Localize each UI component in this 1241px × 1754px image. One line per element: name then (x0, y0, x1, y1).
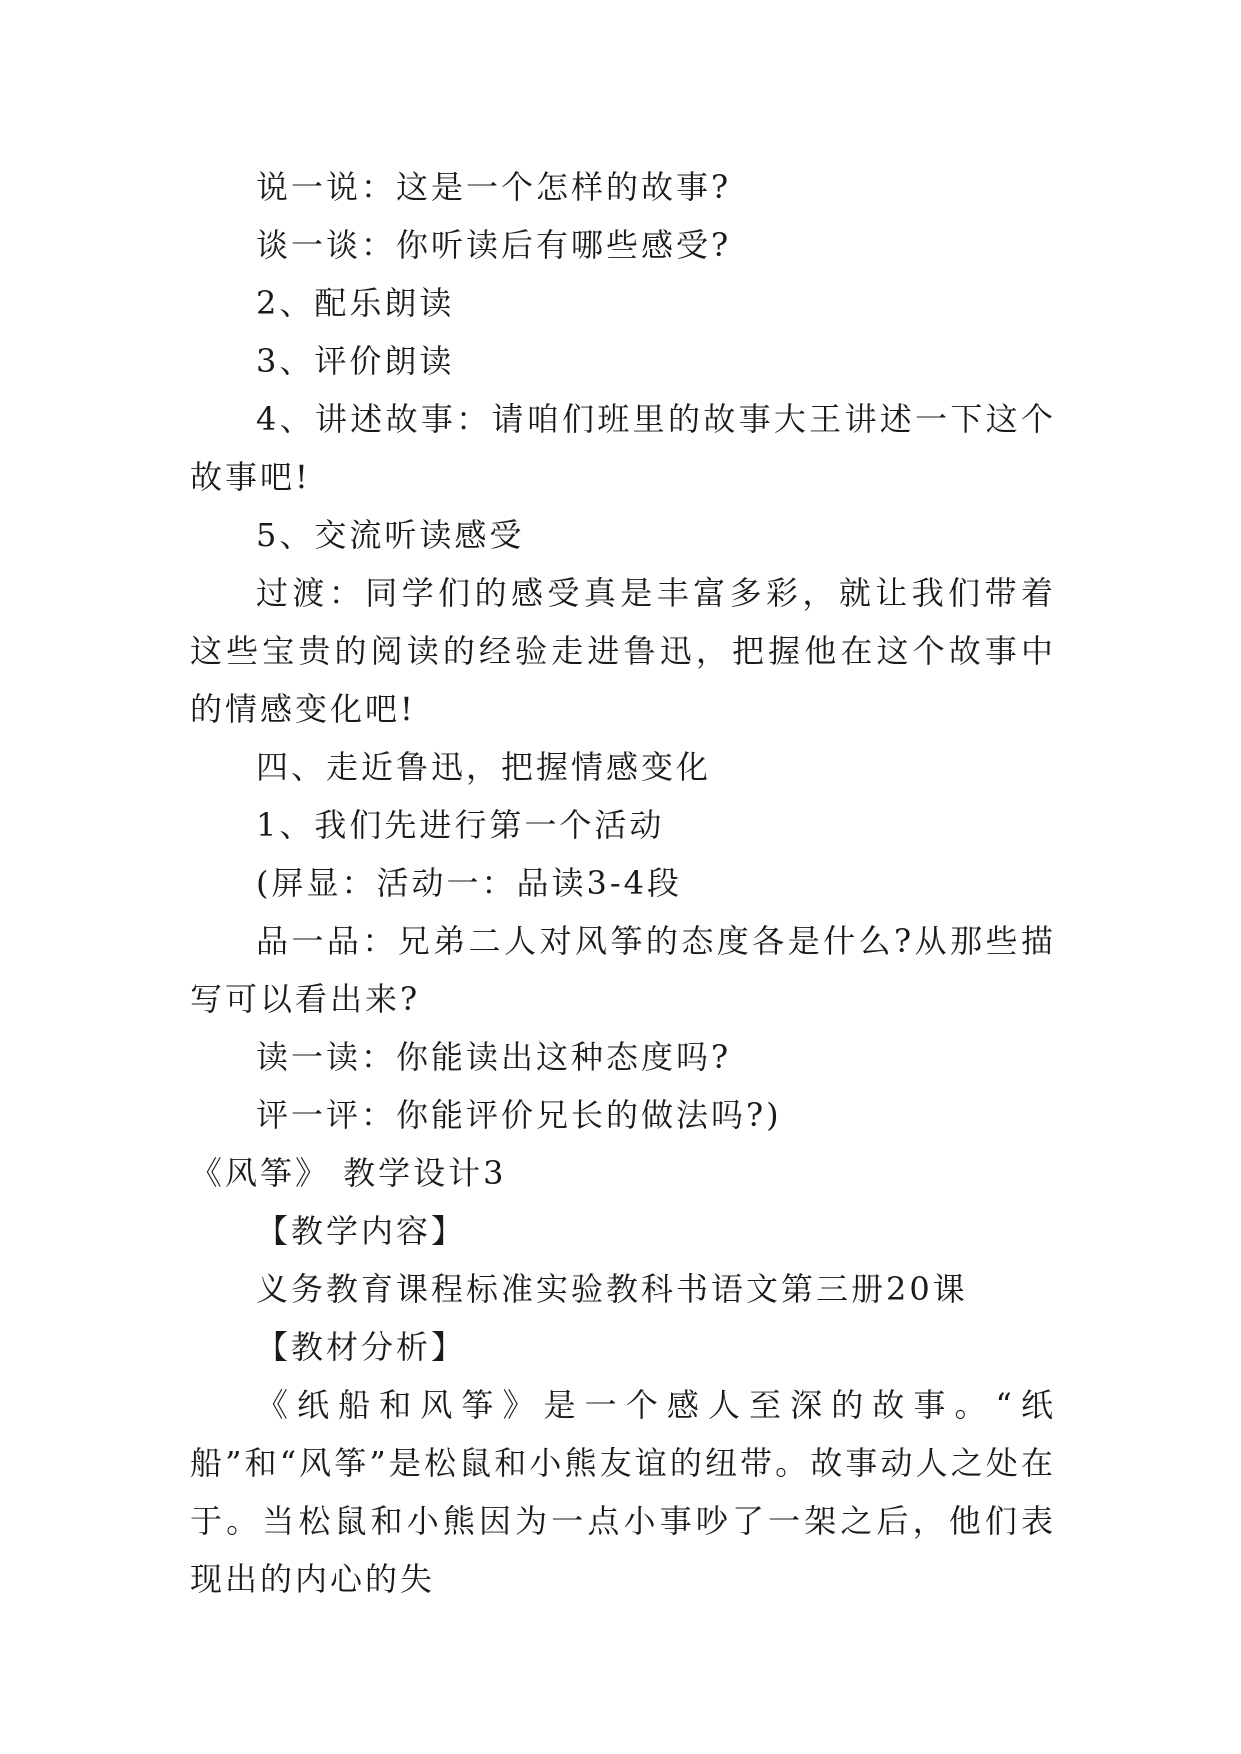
document-body (190, 158, 1056, 1608)
paragraph: 5、交流听读感受 (256, 516, 525, 554)
section-heading: 四、走近鲁迅，把握情感变化 (256, 748, 712, 786)
paragraph: (屏显：活动一：品读3-4段 (256, 864, 683, 902)
paragraph: 评一评：你能评价兄长的做法吗?) (256, 1096, 782, 1134)
paragraph: 《纸船和风筝》是一个感人至深的故事。“纸船”和“风筝”是松鼠和小熊友谊的纽带。故事动人之处在于。当松鼠和小熊因为一点小事吵了一架之后，他们表现出的内心的失 (190, 1386, 1056, 1598)
paragraph: 3、评价朗读 (256, 342, 455, 380)
paragraph: 品一品：兄弟二人对风筝的态度各是什么?从那些描写可以看出来? (190, 922, 1056, 1018)
section-heading: 【教材分析】 (256, 1328, 467, 1366)
paragraph: 谈一谈：你听读后有哪些感受? (256, 226, 732, 264)
paragraph: 4、讲述故事：请咱们班里的故事大王讲述一下这个故事吧! (190, 400, 1056, 496)
paragraph: 1、我们先进行第一个活动 (256, 806, 665, 844)
paragraph: 过渡：同学们的感受真是丰富多彩，就让我们带着这些宝贵的阅读的经验走进鲁迅，把握他在这个故事中的情感变化吧! (190, 574, 1056, 728)
paragraph: 读一读：你能读出这种态度吗? (256, 1038, 732, 1076)
paragraph: 义务教育课程标准实验教科书语文第三册20课 (256, 1270, 968, 1308)
document-title: 《风筝》 教学设计3 (190, 1154, 507, 1192)
paragraph: 说一说：这是一个怎样的故事? (256, 168, 732, 206)
section-heading: 【教学内容】 (256, 1212, 467, 1250)
paragraph: 2、配乐朗读 (256, 284, 455, 322)
